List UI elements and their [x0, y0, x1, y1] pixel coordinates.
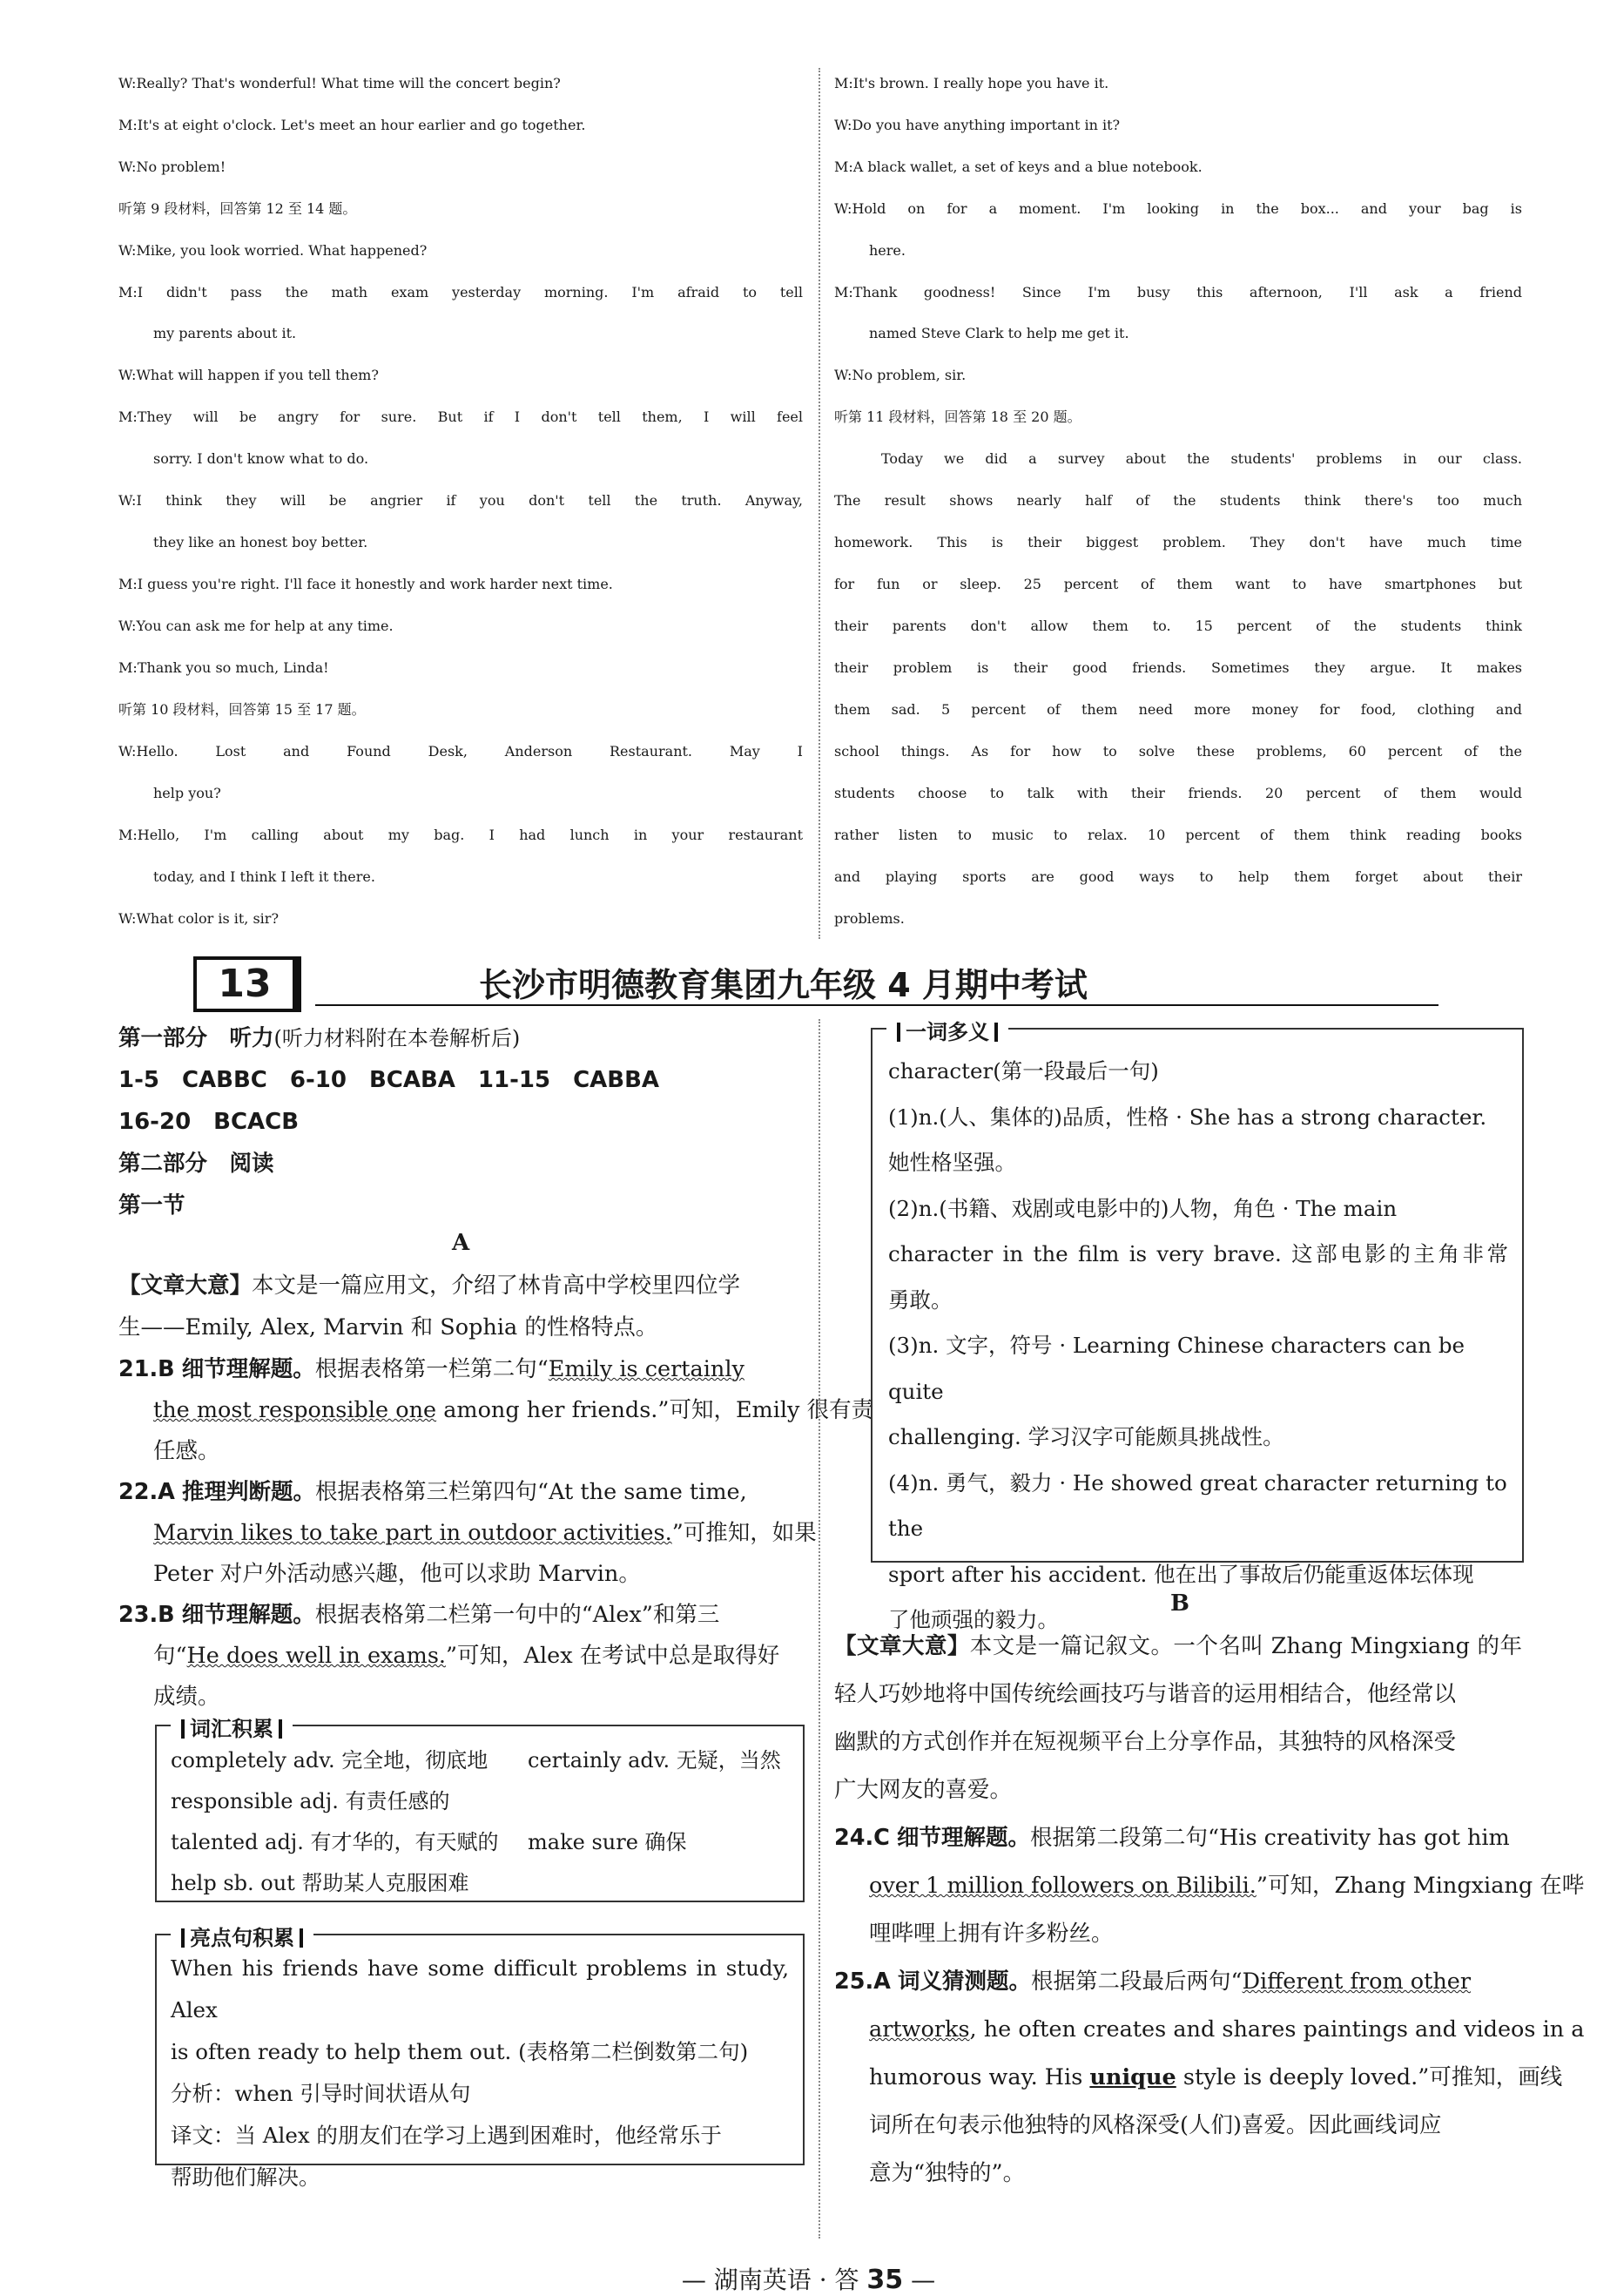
column-divider: [819, 68, 820, 939]
vocab-item: make sure 确保: [528, 1830, 687, 1854]
q23-text: ”可知，Alex 在考试中总是取得好: [446, 1643, 780, 1669]
q21-text: 根据表格第一栏第二句“: [314, 1356, 549, 1382]
dialog-line: W:Mike, you look worried. What happened?: [118, 242, 428, 259]
q21-text: among her friends.”可知，Emily 很有责: [436, 1397, 874, 1423]
q23-quote: He does well in exams.: [186, 1643, 447, 1669]
polysemy-line: 勇敢。: [888, 1286, 953, 1313]
vocab-item: talented adj. 有才华的，有天赋的: [171, 1830, 499, 1854]
polysemy-box: [871, 1020, 1524, 1632]
dialog-line: M:They will be angry for sure. But if I don't tell them, I will feel: [118, 409, 803, 425]
q21-quote: Emily is certainly: [548, 1356, 744, 1382]
dialog-line: W:What color is it, sir?: [118, 910, 280, 927]
q23-text: 成绩。: [153, 1684, 220, 1710]
polysemy-line: (1)n.(人、集体的)品质，性格 · She has a strong character.: [888, 1104, 1487, 1130]
dialog-line: M:A black wallet, a set of keys and a blue notebook.: [834, 159, 1203, 175]
sentence-line: 分析：when 引导时间状语从句: [171, 2081, 471, 2106]
polysemy-box-title: 一词多义: [886, 1015, 1008, 1045]
section-heading: 听第 10 段材料，回答第 15 至 17 题。: [118, 701, 366, 718]
dialog-line: W:Do you have anything important in it?: [834, 117, 1121, 133]
page-footer: [0, 2261, 1617, 2296]
dialog-line: W:No problem, sir.: [834, 367, 967, 383]
section-heading: 听第 11 段材料，回答第 18 至 20 题。: [834, 409, 1081, 425]
q22-text: ”可推知，如果: [671, 1520, 817, 1546]
sentence-line: When his friends have some difficult problems in study, Alex: [171, 1955, 789, 2023]
polysemy-line: sport after his accident. 他在出了事故后仍能重返体坛体现: [888, 1561, 1474, 1587]
q23-text: 根据表格第二栏第一句中的“Alex”和第三: [314, 1602, 720, 1628]
q22-type: 推理判断题。: [182, 1479, 316, 1505]
dialog-line: W:Hold on for a moment. I'm looking in the box... and your bag is: [834, 200, 1522, 217]
passage-line: homework. This is their biggest problem. They don't have much time: [834, 534, 1522, 550]
q25-text: humorous way. His: [869, 2064, 1090, 2090]
q25-unique-word: unique: [1089, 2064, 1176, 2090]
passage-line: Today we did a survey about the students' problems in our class.: [881, 450, 1522, 467]
dialog-line: W:No problem!: [118, 159, 226, 175]
dialog-line: named Steve Clark to help me get it.: [869, 325, 1129, 341]
q23-type: 细节理解题。: [181, 1602, 315, 1628]
q21-type: 细节理解题。: [181, 1356, 315, 1382]
passage-b-letter: B: [1170, 1590, 1189, 1617]
sentence-box-title: 亮点句积累: [171, 1921, 313, 1951]
q24-text: 哩哔哩上拥有许多粉丝。: [869, 1921, 1114, 1947]
q24-type: 细节理解题。: [897, 1825, 1031, 1851]
passage-line: their problem is their good friends. Sometimes they argue. It makes: [834, 659, 1522, 676]
polysemy-line: (2)n.(书籍、戏剧或电影中的)人物，角色 · The main: [888, 1195, 1398, 1221]
summary-tag: 【文章大意】: [834, 1633, 970, 1659]
sentence-line: is often ready to help them out. (表格第二栏倒数第二句): [171, 2039, 749, 2064]
section-heading: 听第 9 段材料，回答第 12 至 14 题。: [118, 200, 357, 217]
q23-text: 句“: [153, 1643, 187, 1669]
vocab-box: [155, 1717, 805, 1902]
dialog-line: W:I think they will be angrier if you don't tell the truth. Anyway,: [118, 492, 803, 509]
q22-text: Peter 对户外活动感兴趣，他可以求助 Marvin。: [153, 1561, 641, 1587]
dialog-line: M:It's at eight o'clock. Let's meet an hour earlier and go together.: [118, 117, 586, 133]
dialog-line: my parents about it.: [153, 325, 297, 341]
q22-quote: Marvin likes to take part in outdoor activities.: [153, 1520, 672, 1546]
part2-section1: 第一节: [118, 1192, 185, 1219]
q25-quote: Different from other: [1242, 1968, 1472, 1995]
q25-text: , he often creates and shares paintings and videos in a: [969, 2016, 1585, 2043]
q25-text: 意为“独特的”。: [869, 2160, 1026, 2186]
part1-note: (听力材料附在本卷解析后): [273, 1026, 521, 1050]
dialog-line: M:Thank you so much, Linda!: [118, 659, 329, 676]
q24-text: ”可知，Zhang Mingxiang 在哔: [1256, 1873, 1585, 1899]
dialog-line: help you?: [153, 785, 221, 801]
dialog-line: today, and I think I left it there.: [153, 868, 375, 885]
q25-text: 词所在句表示他独特的风格深受(人们)喜爱。因此画线词应: [869, 2112, 1442, 2138]
part2-label: 第二部分 阅读: [118, 1151, 274, 1177]
summary-text: 广大网友的喜爱。: [834, 1777, 1013, 1803]
passage-line: their parents don't allow them to. 15 percent of the students think: [834, 618, 1522, 634]
passage-line: and playing sports are good ways to help them forget about their: [834, 868, 1522, 885]
polysemy-line: 她性格坚强。: [888, 1150, 1016, 1175]
dialog-line: they like an honest boy better.: [153, 534, 368, 550]
dialog-line: M:It's brown. I really hope you have it.: [834, 75, 1109, 91]
passage-line: them sad. 5 percent of them need more money for food, clothing and: [834, 701, 1522, 718]
polysemy-line: character in the film is very brave. 这部电影的主角非常: [888, 1241, 1508, 1266]
dialog-line: sorry. I don't know what to do.: [153, 450, 369, 467]
summary-text: 幽默的方式创作并在短视频平台上分享作品，其独特的风格深受: [834, 1729, 1457, 1755]
polysemy-line: (3)n. 文字，符号 · Learning Chinese characters can be quite: [888, 1333, 1465, 1404]
answers-row-2: 16-20 BCACB: [118, 1109, 300, 1135]
q25-type: 词义猜测题。: [898, 1968, 1032, 1995]
footer-text: — 湖南英语 · 答: [681, 2266, 859, 2294]
q21-number: 21.B: [118, 1356, 175, 1382]
q23-number: 23.B: [118, 1602, 175, 1628]
passage-line: for fun or sleep. 25 percent of them want to have smartphones but: [834, 576, 1522, 592]
section-title: 长沙市明德教育集团九年级 4 月期中考试: [479, 966, 1088, 1004]
dialog-line: M:Thank goodness! Since I'm busy this afternoon, I'll ask a friend: [834, 284, 1522, 301]
q25-number: 25.A: [834, 1968, 891, 1995]
column-divider: [819, 1019, 820, 2239]
dialog-line: W:Hello. Lost and Found Desk, Anderson Restaurant. May I: [118, 743, 803, 760]
sentence-box: [155, 1926, 805, 2190]
q25-quote: artworks: [869, 2016, 970, 2043]
polysemy-line: (4)n. 勇气，毅力 · He showed great character returning to the: [888, 1469, 1507, 1541]
q25-text: 根据第二段最后两句“: [1031, 1968, 1243, 1995]
dialog-line: M:I guess you're right. I'll face it honestly and work harder next time.: [118, 576, 613, 592]
vocab-item: completely adv. 完全地，彻底地: [171, 1748, 488, 1773]
summary-text: 本文是一篇记叙文。一个名叫 Zhang Mingxiang 的年: [969, 1633, 1522, 1659]
passage-line: students choose to talk with their friends. 20 percent of them would: [834, 785, 1522, 801]
section-rule: [315, 1004, 1438, 1006]
sentence-line: 译文：当 Alex 的朋友们在学习上遇到困难时，他经常乐于: [171, 2123, 722, 2148]
q22-text: 根据表格第三栏第四句“At the same time,: [315, 1479, 747, 1505]
polysemy-line: 了他顽强的毅力。: [888, 1607, 1059, 1632]
passage-line: school things. As for how to solve these problems, 60 percent of the: [834, 743, 1522, 760]
summary-text: 生——Emily, Alex, Marvin 和 Sophia 的性格特点。: [118, 1314, 658, 1340]
sentence-line: 帮助他们解决。: [171, 2164, 320, 2190]
section-header: [193, 956, 1445, 1009]
polysemy-line: challenging. 学习汉字可能颇具挑战性。: [888, 1424, 1284, 1449]
section-number: 13: [193, 956, 301, 1012]
summary-tag: 【文章大意】: [118, 1273, 253, 1299]
q21-text: 任感。: [153, 1438, 220, 1464]
dialog-line: here.: [869, 242, 906, 259]
answers-row-1: 1-5 CABBC 6-10 BCABA 11-15 CABBA: [118, 1067, 660, 1093]
summary-text: 本文是一篇应用文，介绍了林肯高中学校里四位学: [252, 1273, 741, 1299]
polysemy-line: character(第一段最后一句): [888, 1058, 1159, 1084]
q24-text: 根据第二段第二句“His creativity has got him: [1030, 1825, 1510, 1851]
passage-line: problems.: [834, 910, 905, 927]
dialog-line: M:Hello, I'm calling about my bag. I had lunch in your restaurant: [118, 827, 803, 843]
q21-quote: the most responsible one: [153, 1397, 437, 1423]
footer-dash: —: [911, 2266, 936, 2294]
vocab-item: help sb. out 帮助某人克服困难: [171, 1871, 469, 1895]
q22-number: 22.A: [118, 1479, 175, 1505]
dialog-line: M:I didn't pass the math exam yesterday morning. I'm afraid to tell: [118, 284, 803, 301]
q25-text: style is deeply loved.”可推知，画线: [1176, 2064, 1563, 2090]
passage-line: rather listen to music to relax. 10 percent of them think reading books: [834, 827, 1522, 843]
dialog-line: W:What will happen if you tell them?: [118, 367, 379, 383]
passage-a-letter: A: [452, 1230, 470, 1256]
vocab-box-title: 词汇积累: [171, 1712, 293, 1742]
dialog-line: W:Really? That's wonderful! What time will the concert begin?: [118, 75, 561, 91]
vocab-item: responsible adj. 有责任感的: [171, 1789, 450, 1813]
part1-label: 第一部分 听力: [118, 1025, 274, 1051]
summary-text: 轻人巧妙地将中国传统绘画技巧与谐音的运用相结合，他经常以: [834, 1681, 1457, 1707]
vocab-item: certainly adv. 无疑，当然: [528, 1748, 781, 1773]
dialog-line: W:You can ask me for help at any time.: [118, 618, 394, 634]
q24-quote: over 1 million followers on Bilibili.: [869, 1873, 1257, 1899]
passage-line: The result shows nearly half of the students think there's too much: [834, 492, 1522, 509]
q24-number: 24.C: [834, 1825, 890, 1851]
page-number: 35: [866, 2265, 904, 2295]
